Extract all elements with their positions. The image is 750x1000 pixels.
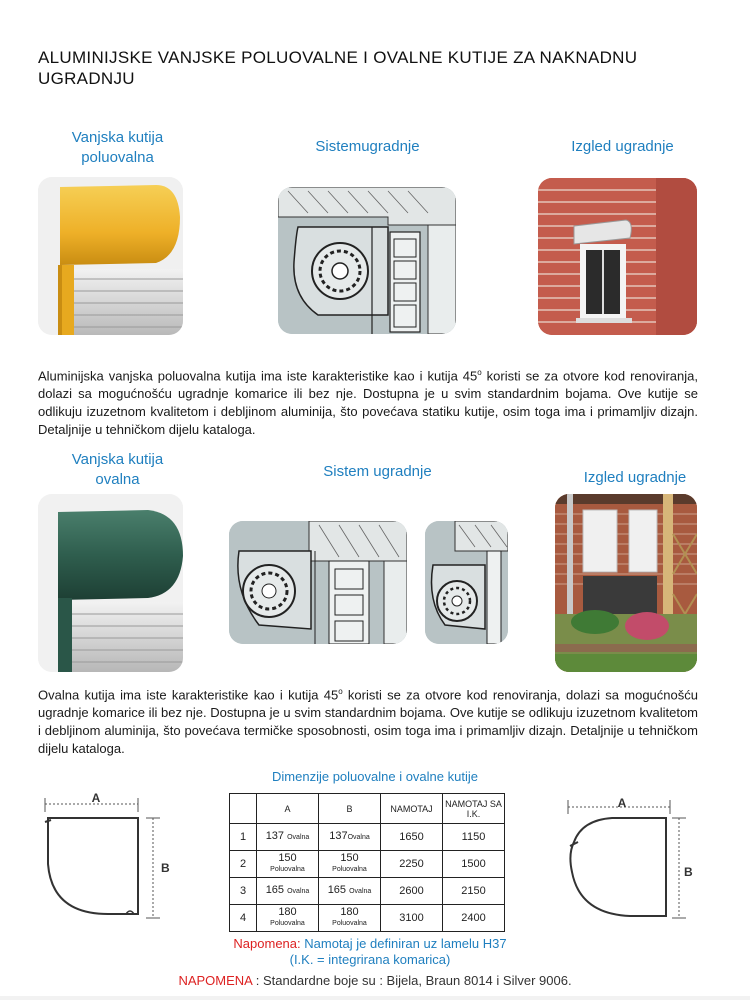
caption-line-1: Vanjska kutija [71, 451, 164, 468]
header-cell: NAMOTAJ [381, 794, 443, 824]
row-number: 3 [230, 878, 257, 905]
table-row [230, 878, 505, 905]
row-number: 4 [230, 905, 257, 932]
caption-install-look-1: Izgled ugradnje [571, 138, 674, 155]
caption-poluovalna-box [45, 128, 190, 168]
roller-slats [74, 269, 183, 335]
page-bottom-edge [0, 996, 750, 1000]
cell-namotaj-ik: 2400 [443, 905, 505, 932]
diagram-poluovalna-profile [38, 790, 173, 925]
note-namotaj [160, 936, 580, 968]
diagram-label-b: B [684, 865, 693, 879]
note-label: Napomena: [233, 936, 301, 951]
drawing-install-system-1 [278, 187, 456, 334]
photo-green-box [38, 494, 183, 672]
cell-a: 165 Ovalna [257, 878, 319, 905]
row-number: 1 [230, 824, 257, 851]
header-cell: A [257, 794, 319, 824]
cell-namotaj: 2250 [381, 851, 443, 878]
caption-install-look-2: Izgled ugradnje [583, 469, 687, 486]
note-label: NAPOMENA [178, 973, 253, 988]
cell-b: 180 Poluovalna [319, 905, 381, 932]
diagram-label-a: A [91, 791, 101, 805]
cell-b: 150 Poluovalna [319, 851, 381, 878]
note-line-2: (I.K. = integrirana komarica) [289, 952, 451, 967]
diagram-ovalna-profile [560, 790, 700, 925]
table-row [230, 824, 505, 851]
table-row [230, 905, 505, 932]
table-header-row [230, 794, 505, 824]
cell-namotaj: 1650 [381, 824, 443, 851]
table-row [230, 851, 505, 878]
photo-brick-window [538, 178, 697, 335]
note-text: Namotaj je definiran uz lamelu H37 [300, 936, 507, 951]
note-text: : Standardne boje su : Bijela, Braun 8014 i Silver 9006. [252, 973, 572, 988]
drawing-install-system-2a [229, 521, 407, 644]
drawing-install-system-2b [425, 521, 508, 644]
dimensions-title: Dimenzije poluovalne i ovalne kutije [272, 769, 478, 784]
note-line-1 [160, 936, 580, 952]
cell-a: 150 Poluovalna [257, 851, 319, 878]
paragraph-poluovalna: Aluminijska vanjska poluovalna kutija ima iste karakteristike kao i kutija 45$^o$ koristi se za otvore kod renoviranja, dolazi sa mogućnošću ugradnje komarice ili bez nje. Dostupna je u svim standardnim bojama. Ove kutije se odlikuju izuzetnom kvalitetom i debljinom aluminija, što povećava statiku kutije, osim toga ima i primamljiv dizajn. Detaljnije u tehničkom dijelu kataloga. [38, 368, 698, 438]
photo-house-porch [555, 494, 697, 672]
header-cell [230, 794, 257, 824]
roller-slats [72, 602, 183, 672]
caption-line-1: Vanjska kutija [71, 129, 164, 146]
caption-install-system-1: Sistemugradnje [315, 138, 420, 155]
cell-a: 180 Poluovalna [257, 905, 319, 932]
cell-namotaj: 2600 [381, 878, 443, 905]
row-number: 2 [230, 851, 257, 878]
note-standard-colors [100, 973, 650, 988]
page-title: ALUMINIJSKE VANJSKE POLUOVALNE I OVALNE KUTIJE ZA NAKNADNU UGRADNJU [38, 48, 638, 88]
cell-b: 165 Ovalna [319, 878, 381, 905]
caption-install-system-2: Sistem ugradnje [323, 463, 432, 480]
cell-namotaj-ik: 2150 [443, 878, 505, 905]
diagram-label-b: B [161, 861, 170, 875]
header-cell: B [319, 794, 381, 824]
cell-namotaj: 3100 [381, 905, 443, 932]
diagram-label-a: A [617, 796, 627, 810]
cell-a: 137 Ovalna [257, 824, 319, 851]
caption-line-2: ovalna [95, 471, 140, 488]
paragraph-ovalna: Ovalna kutija ima iste karakteristike kao i kutija 45$^o$ koristi se za otvore kod renoviranja, dolazi sa mogućnošću ugradnje komarice ili bez nje. Dostupna je u svim standardnim bojama. Ove kutije se odlikuju izuzetnom kvalitetom i debljinom aluminija, što povećava termičke sposobnosti, osim toga ima i primamljiv dizajn. Detaljnije u tehničkom dijelu kataloga. [38, 687, 698, 757]
cell-namotaj-ik: 1150 [443, 824, 505, 851]
cell-b: 137Ovalna [319, 824, 381, 851]
dimensions-table [229, 793, 505, 932]
photo-yellow-box [38, 177, 183, 335]
caption-ovalna-box [45, 450, 190, 490]
cell-namotaj-ik: 1500 [443, 851, 505, 878]
caption-line-2: poluovalna [81, 149, 154, 166]
header-cell: NAMOTAJ SA I.K. [443, 794, 505, 824]
